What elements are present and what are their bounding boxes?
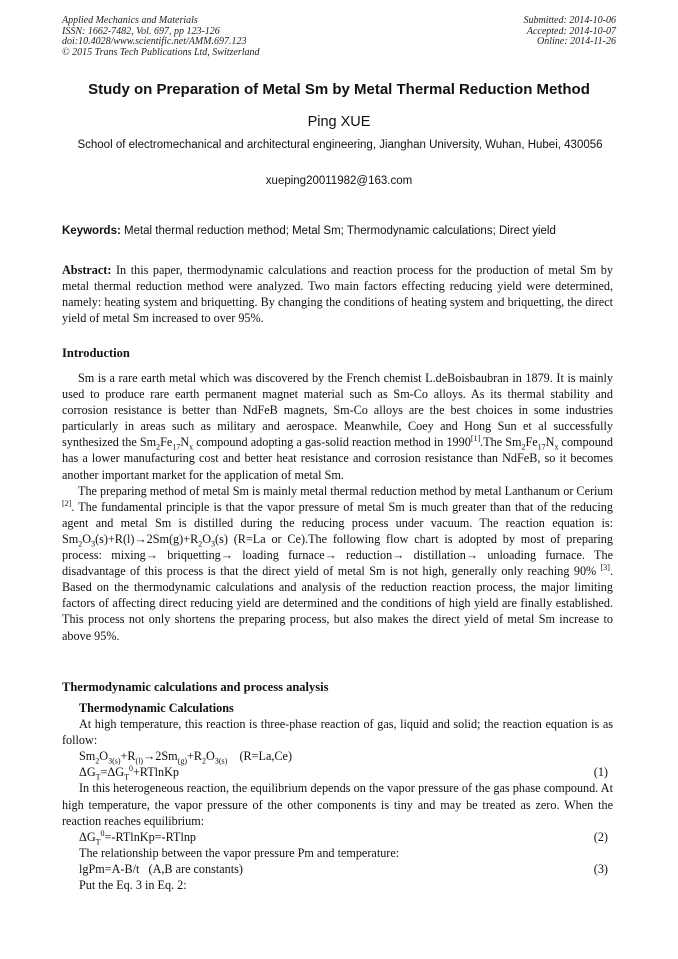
text-run: compound has a lower manufacturing cost and better heat resistance and corrosion resistance than NdFeB, so it becomes another important market for the application of metal Sm.	[62, 435, 613, 482]
abstract-label: Abstract:	[62, 263, 112, 277]
reaction-equation	[62, 748, 613, 764]
text-run: +RTlnKp	[132, 765, 180, 780]
author-email: xueping20011982@163.com	[265, 175, 413, 187]
equation-1-formula	[79, 764, 179, 780]
subscript: 3(s)	[214, 756, 228, 766]
reaction-formula	[79, 748, 292, 764]
thermo-heading: Thermodynamic calculations and process analysis	[62, 680, 329, 694]
journal-info	[62, 16, 260, 58]
subscript: x	[189, 442, 194, 452]
subscript: 2	[95, 756, 100, 766]
online-date: Online: 2014-11-26	[537, 36, 616, 48]
subscript: 17	[172, 442, 181, 452]
equation-3-number: (3)	[593, 861, 608, 876]
doi-line: doi:10.4028/www.scientific.net/AMM.697.123	[62, 36, 247, 48]
equation-3	[62, 861, 613, 877]
text-run: lgPm=A-B/t	[79, 861, 140, 876]
text-run: Sm	[79, 749, 96, 764]
equation-2	[62, 829, 613, 845]
keywords-label: Keywords:	[62, 225, 121, 237]
subscript: (l)	[135, 756, 144, 766]
text-run: Fe	[160, 435, 173, 450]
subscript: T	[95, 772, 101, 782]
subscript: 3(s)	[108, 756, 121, 766]
copyright-line: © 2015 Trans Tech Publications Ltd, Switzerland	[62, 46, 260, 58]
reaction-condition: (R=La,Ce)	[239, 749, 293, 764]
text-run: (s)+R(l)→2Sm(g)+R	[95, 531, 199, 546]
thermo-subheading: Thermodynamic Calculations	[79, 701, 234, 715]
text-run: compound adopting a gas-solid reaction method in 1990	[193, 435, 471, 450]
intro-paragraph-1	[62, 370, 613, 483]
text-run: +R	[186, 749, 202, 764]
equation-3-formula	[79, 861, 243, 877]
submitted-date: Submitted: 2014-10-06	[523, 15, 616, 26]
text-run: . Based on the thermodynamic calculations and analysis of the reduction reaction process, the major limiting factors of affecting direct reducing yield are determined and the conditions of high yield are finally established. This process not only shortens the preparing process, but also makes the direct yield of metal Sm increase to above 95%.	[62, 564, 613, 643]
text-run: ΔG	[79, 829, 96, 844]
paper-title: Study on Preparation of Metal Sm by Metal Thermal Reduction Method	[88, 81, 590, 98]
introduction-heading: Introduction	[62, 346, 130, 360]
text-run: N	[545, 435, 555, 450]
equation-2-number: (2)	[593, 829, 608, 844]
subscript: x	[554, 442, 559, 452]
text-run: O	[202, 531, 212, 546]
superscript: 0	[128, 764, 133, 774]
text-run: O	[82, 531, 92, 546]
text-run: =-RTlnKp=-RTlnp	[104, 829, 197, 844]
text-run: Fe	[525, 435, 538, 450]
text-run: N	[180, 435, 190, 450]
subscript: 3	[211, 539, 216, 549]
subscript: 2	[78, 539, 83, 549]
subscript: 2	[521, 442, 526, 452]
text-run: .The Sm	[480, 435, 522, 450]
keywords	[62, 225, 622, 237]
subscript: 3	[91, 539, 96, 549]
thermo-paragraph-2: In this heterogeneous reaction, the equilibrium depends on the vapor pressure of the gas phase compound. At high temperature, the vapor pressure of the other components is tiny and may be treated as zero. When the reaction reaches equilibrium:	[62, 781, 613, 828]
introduction-body	[62, 370, 613, 644]
subscript: (g)	[177, 756, 187, 766]
equation-3-condition: (A,B are constants)	[148, 861, 243, 876]
subscript: T	[95, 837, 101, 847]
equation-1	[62, 764, 613, 780]
accepted-date: Accepted: 2014-10-07	[526, 25, 616, 37]
text-run: O	[206, 749, 215, 764]
issn-line: ISSN: 1662-7482, Vol. 697, pp 123-126	[62, 25, 220, 37]
intro-paragraph-2	[62, 483, 613, 644]
equation-1-number: (1)	[593, 765, 608, 780]
text-run: +R	[120, 749, 136, 764]
text-run: (s) (R=La or Ce).The following flow chart is adopted by most of preparing process: mixing→ briquetting→ loading furnace→ reduction→ distillation→ unloading furnace. The disadvantage of this process is that the direct yield of metal Sm is not high, generally only reaching 90%	[62, 531, 613, 579]
subscript: T	[124, 772, 129, 782]
abstract-text: In this paper, thermodynamic calculations and reaction process for the production of metal Sm by metal thermal reduction method were analyzed. Two main factors effecting reducing yield were determined, namely: heating system and briquetting. By changing the conditions of heating system and briquetting, the direct yield of metal Sm increased to over 95%.	[62, 263, 613, 326]
text-run: O	[99, 749, 109, 764]
dates-info	[524, 16, 617, 48]
subscript: 17	[537, 442, 546, 452]
journal-name: Applied Mechanics and Materials	[62, 15, 198, 26]
text-run: . The fundamental principle is that the vapor pressure of metal Sm is much greater than that of the reducing agent and metal Sm is distilled during the reducing process under vacuum. The reaction equation is: Sm	[62, 499, 613, 546]
text-run: The preparing method of metal Sm is mainly metal thermal reduction method by metal Lanthanum or Cerium	[78, 483, 613, 498]
author-affiliation: School of electromechanical and architectural engineering, Jianghan University, Wuhan, Hubei, 430056	[77, 139, 603, 151]
subscript: 2	[198, 539, 203, 549]
abstract	[62, 262, 613, 326]
author-name: Ping XUE	[307, 114, 371, 130]
keywords-text: Metal thermal reduction method; Metal Sm; Thermodynamic calculations; Direct yield	[120, 225, 556, 237]
thermo-paragraph-3: The relationship between the vapor pressure Pm and temperature:	[79, 845, 400, 860]
subscript: 2	[156, 442, 161, 452]
citation-ref: [2]	[62, 498, 72, 508]
thermo-paragraph-4: Put the Eq. 3 in Eq. 2:	[79, 878, 187, 893]
text-run: =ΔG	[100, 765, 125, 780]
thermo-section	[62, 700, 613, 893]
equation-2-formula	[79, 829, 196, 845]
citation-ref: [1]	[470, 434, 481, 444]
superscript: 0	[100, 828, 105, 838]
thermo-paragraph-1: At high temperature, this reaction is three-phase reaction of gas, liquid and solid; the reaction equation is as follow:	[62, 717, 613, 748]
text-run: Sm is a rare earth metal which was discovered by the French chemist L.deBoisbaubran in 1879. It is mainly used to produce rare earth permanent magnet material such as Sm-Co alloys. As its thermal stability and corrosion resistance is better than NdFeB magnets, Sm-Co alloys are the best choices in some industries particularly in areas such as military and aerospace. Meanwhile, Coey and Hong Sun et al successfully synthesized the Sm	[62, 371, 613, 450]
text-run: →2Sm	[143, 749, 178, 764]
citation-ref: [3]	[600, 563, 610, 573]
text-run: ΔG	[79, 765, 96, 780]
subscript: 2	[202, 756, 206, 766]
